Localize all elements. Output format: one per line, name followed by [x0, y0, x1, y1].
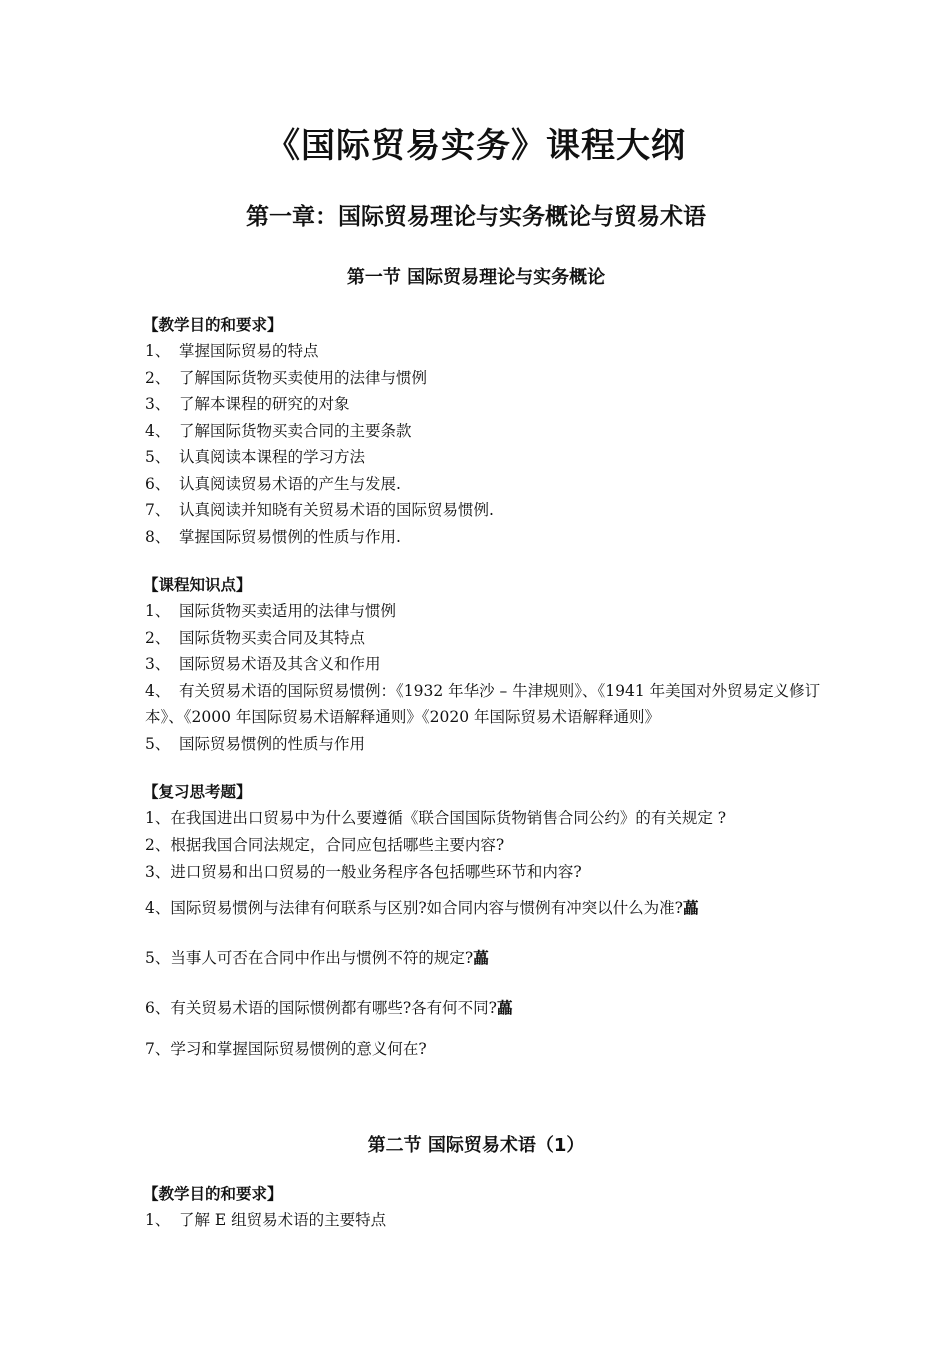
section-2-heading: 第二节 国际贸易术语（1）	[367, 1135, 585, 1156]
list-item: 2、 了解国际货物买卖使用的法律与惯例	[145, 368, 428, 387]
list-item: 5、 国际贸易惯例的性质与作用	[145, 734, 366, 753]
list-item: 1、 了解 E 组贸易术语的主要特点	[145, 1211, 387, 1229]
list-item: 8、 掌握国际贸易惯例的性质与作用.	[145, 527, 401, 546]
section-1-objectives	[145, 312, 825, 550]
list-item: 2、 国际货物买卖合同及其特点	[145, 628, 366, 647]
question-item: 4、国际贸易惯例与法律有何联系与区别?如合同内容与惯例有冲突以什么为准?藟	[145, 899, 699, 917]
question-item: 2、根据我国合同法规定，合同应包括哪些主要内容?	[145, 836, 505, 854]
list-item: 5、 认真阅读本课程的学习方法	[145, 448, 366, 466]
question-item: 3、进口贸易和出口贸易的一般业务程序各包括哪些环节和内容?	[145, 863, 582, 881]
list-item: 4、 了解国际货物买卖合同的主要条款	[145, 421, 412, 440]
section-1-review	[145, 779, 825, 805]
list-item: 3、 国际贸易术语及其含义和作用	[145, 655, 381, 673]
objectives-heading: 【教学目的和要求】	[143, 1185, 283, 1203]
list-item: 6、 认真阅读贸易术语的产生与发展.	[145, 474, 401, 493]
objectives-heading: 【教学目的和要求】	[143, 316, 283, 334]
list-item: 1、 掌握国际贸易的特点	[145, 342, 319, 360]
list-item: 1、 国际货物买卖适用的法律与惯例	[145, 602, 397, 620]
knowledge-heading: 【课程知识点】	[143, 576, 252, 594]
section-1-knowledge	[145, 572, 825, 757]
section-1-heading: 第一节 国际贸易理论与实务概论	[346, 267, 606, 288]
review-heading: 【复习思考题】	[143, 783, 252, 801]
chapter-heading: 第一章：国际贸易理论与实务概论与贸易术语	[246, 204, 706, 230]
list-item: 3、 了解本课程的研究的对象	[145, 395, 350, 413]
question-item: 7、学习和掌握国际贸易惯例的意义何在?	[145, 1040, 427, 1058]
question-item: 1、在我国进出口贸易中为什么要遵循《联合国国际货物销售合同公约》的有关规定 ?	[145, 809, 727, 827]
question-item: 6、有关贸易术语的国际惯例都有哪些?各有何不同?藟	[145, 999, 513, 1017]
document-title: 《国际贸易实务》课程大纲	[266, 126, 686, 166]
list-item: 7、 认真阅读并知晓有关贸易术语的国际贸易惯例.	[145, 501, 494, 519]
section-2-objectives	[145, 1181, 825, 1234]
question-item: 5、当事人可否在合同中作出与惯例不符的规定?藟	[145, 949, 489, 967]
list-item: 4、 有关贸易术语的国际贸易惯例：《1932 年华沙 – 牛津规则》、《1941 年美国对外贸易定义修订本》、《2000 年国际贸易术语解释通则》《2020 年国际贸易术语解释通则》	[145, 681, 821, 726]
